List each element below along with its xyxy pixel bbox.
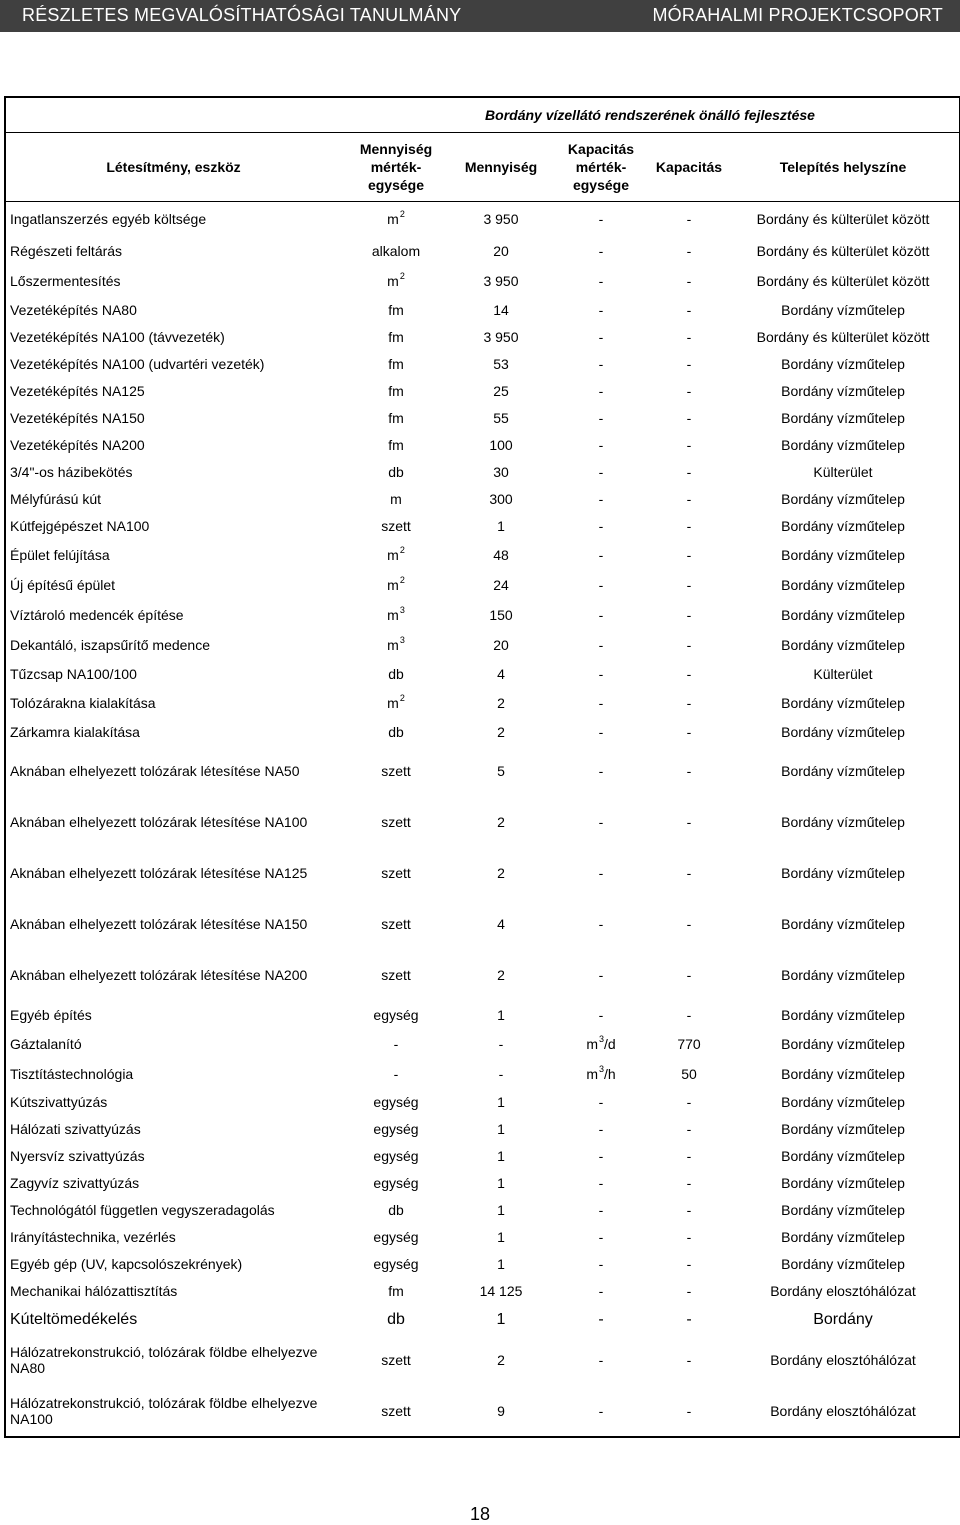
table-row: [5, 600, 960, 630]
cell-qty: 30: [493, 464, 509, 480]
cell-qty-unit: $m^2$: [387, 208, 405, 227]
cell-site: Bordány vízműtelep: [781, 437, 905, 453]
cell-qty-unit: fm: [388, 356, 404, 372]
cell-cap: -: [686, 356, 692, 372]
cell-site: Bordány vízműtelep: [781, 606, 905, 623]
col-header-cap-unit: Kapacitás mérték- egysége: [551, 133, 651, 202]
cell-site: Bordány vízműtelep: [781, 1229, 905, 1245]
cell-site: Bordány vízműtelep: [781, 576, 905, 593]
cell-cap-unit: -: [598, 518, 604, 534]
cell-cap: -: [686, 1175, 692, 1191]
cell-name: Hálózatrekonstrukció, tolózárak földbe elhelyezve NA100: [10, 1394, 318, 1427]
table-row: [5, 797, 960, 848]
cell-name: Aknában elhelyezett tolózárak létesítése NA100: [10, 814, 308, 830]
cell-qty: 2: [497, 694, 505, 711]
cell-cap: -: [686, 865, 692, 881]
cell-cap: -: [686, 723, 692, 740]
table-row: [5, 486, 960, 513]
cell-name: Mélyfúrású kút: [10, 491, 102, 507]
cell-site: Bordány elosztóhálózat: [770, 1402, 916, 1419]
cell-name: Vezetéképítés NA100 (távvezeték): [10, 329, 225, 345]
cell-cap-unit: -: [598, 491, 604, 507]
cell-qty-unit: fm: [388, 410, 404, 426]
page-number: 18: [469, 1504, 491, 1524]
cell-qty: 5: [497, 763, 505, 779]
cell-site: Bordány elosztóhálózat: [770, 1283, 916, 1299]
cell-qty: 20: [493, 636, 509, 653]
cell-qty-unit: db: [387, 1310, 405, 1328]
cell-site: Bordány vízműtelep: [781, 1035, 905, 1052]
cell-cap-unit: -: [598, 1256, 604, 1272]
cell-cap-unit: -: [598, 1094, 604, 1110]
cell-cap: -: [686, 491, 692, 507]
cell-cap-unit: -: [598, 967, 604, 983]
cell-name: Aknában elhelyezett tolózárak létesítése NA50: [10, 763, 300, 779]
table-row: [5, 1197, 960, 1224]
cell-cap: -: [686, 916, 692, 932]
table-row: [5, 746, 960, 797]
cell-qty: 1: [497, 1202, 505, 1218]
cell-site: Bordány vízműtelep: [781, 694, 905, 711]
cell-name: Lőszermentesítés: [10, 273, 121, 289]
cell-qty: 53: [493, 356, 509, 372]
cell-cap-unit: -: [598, 636, 604, 653]
cell-name: Egyéb építés: [10, 1006, 92, 1023]
table-row: [5, 351, 960, 378]
cell-site: Bordány vízműtelep: [781, 356, 905, 372]
cell-qty-unit: szett: [381, 865, 411, 881]
cell-site: Bordány és külterület között: [756, 210, 930, 227]
cell-cap-unit: -: [598, 694, 604, 711]
cell-qty-unit: fm: [388, 437, 404, 453]
cell-cap: -: [686, 464, 692, 480]
table-row: [5, 660, 960, 688]
col-header-qty: Mennyiség: [451, 133, 551, 202]
cell-name: Kúteltömedékelés: [10, 1310, 138, 1328]
cell-site: Bordány vízműtelep: [781, 1175, 905, 1191]
cell-cap-unit: -: [598, 437, 604, 453]
cell-name: Új építésű épület: [10, 576, 116, 593]
cell-cap: -: [686, 410, 692, 426]
cell-cap: -: [686, 1256, 692, 1272]
cell-qty: 25: [493, 383, 509, 399]
cell-qty-unit: egység: [373, 1256, 419, 1272]
cell-name: Régészeti feltárás: [10, 242, 123, 259]
table-row: [5, 266, 960, 297]
cell-name: Mechanikai hálózattisztítás: [10, 1283, 178, 1299]
cell-name: Vezetéképítés NA100 (udvartéri vezeték): [10, 356, 265, 372]
cell-site: Bordány vízműtelep: [781, 410, 905, 426]
cell-name: Víztároló medencék építése: [10, 606, 184, 623]
cell-qty: 2: [497, 1352, 505, 1368]
cell-site: Bordány és külterület között: [756, 329, 930, 345]
cell-cap-unit: -: [598, 329, 604, 345]
cell-cap-unit: -: [598, 242, 604, 259]
table-row: [5, 1335, 960, 1386]
table-row: [5, 570, 960, 600]
cell-site: Bordány vízműtelep: [781, 814, 905, 830]
cell-name: Épület felújítása: [10, 546, 110, 563]
cell-name: Vezetéképítés NA80: [10, 302, 137, 318]
cell-site: Bordány vízműtelep: [781, 491, 905, 507]
cell-cap-unit: -: [598, 723, 604, 740]
cell-cap-unit: -: [598, 1202, 604, 1218]
cell-qty-unit: egység: [373, 1175, 419, 1191]
cell-site: Bordány vízműtelep: [781, 1148, 905, 1164]
cell-name: Tisztítástechnológia: [10, 1065, 134, 1082]
cell-name: Dekantáló, iszapsűrítő medence: [10, 636, 210, 653]
cell-cap-unit: -: [598, 606, 604, 623]
cell-qty-unit: -: [393, 1035, 399, 1052]
cell-site: Bordány vízműtelep: [781, 1202, 905, 1218]
cell-cap-unit: $m^3/h$: [586, 1063, 616, 1082]
cell-cap: -: [686, 665, 692, 682]
cell-qty-unit: m: [390, 491, 402, 507]
cell-site: Bordány és külterület között: [756, 242, 930, 259]
cell-site: Bordány vízműtelep: [781, 636, 905, 653]
header-left-title: RÉSZLETES MEGVALÓSÍTHATÓSÁGI TANULMÁNY: [22, 5, 462, 25]
table-row: [5, 432, 960, 459]
table-row: [5, 324, 960, 351]
table-row: [5, 1224, 960, 1251]
cell-site: Bordány vízműtelep: [781, 302, 905, 318]
cell-qty: 1: [497, 518, 505, 534]
cell-site: Bordány vízműtelep: [781, 723, 905, 740]
cell-name: Aknában elhelyezett tolózárak létesítése NA150: [10, 916, 308, 932]
cell-qty-unit: -: [393, 1065, 399, 1082]
cell-site: Bordány vízműtelep: [781, 967, 905, 983]
cell-site: Külterület: [813, 464, 873, 480]
cell-qty-unit: fm: [388, 383, 404, 399]
cell-site: Bordány vízműtelep: [781, 1256, 905, 1272]
cell-site: Bordány vízműtelep: [781, 546, 905, 563]
cell-cap-unit: -: [598, 273, 604, 289]
cell-qty-unit: fm: [388, 329, 404, 345]
cell-cap-unit: -: [598, 464, 604, 480]
cell-cap: -: [686, 302, 692, 318]
cell-qty: 48: [493, 546, 509, 563]
cell-cap-unit: -: [598, 1175, 604, 1191]
cell-cap: -: [686, 576, 692, 593]
cell-cap: -: [686, 1148, 692, 1164]
cell-cap-unit: -: [598, 210, 604, 227]
cell-cap: -: [686, 1283, 692, 1299]
cell-qty: 1: [497, 1006, 505, 1023]
cell-name: Gáztalanító: [10, 1035, 82, 1052]
table-row: [5, 1143, 960, 1170]
cell-qty-unit: fm: [388, 302, 404, 318]
table-row: [5, 1170, 960, 1197]
cell-qty: 24: [493, 576, 509, 593]
table-row: [5, 202, 960, 236]
table-row: [5, 1386, 960, 1437]
cell-qty-unit: szett: [381, 1402, 411, 1419]
cell-qty-unit: db: [388, 1202, 404, 1218]
cell-qty-unit: $m^2$: [387, 692, 405, 711]
cell-cap-unit: -: [598, 814, 604, 830]
page-header: [0, 0, 960, 32]
cell-qty-unit: db: [388, 464, 404, 480]
cell-name: Tolózárakna kialakítása: [10, 694, 156, 711]
cell-cap-unit: -: [598, 763, 604, 779]
cell-qty-unit: db: [388, 665, 404, 682]
cell-cap: -: [686, 383, 692, 399]
cell-qty-unit: $m^3$: [387, 604, 405, 623]
cell-qty: 55: [493, 410, 509, 426]
cell-qty: 3 950: [483, 273, 519, 289]
cell-name: Vezetéképítés NA200: [10, 437, 145, 453]
cell-site: Bordány vízműtelep: [781, 518, 905, 534]
table-row: [5, 1001, 960, 1029]
cell-cap-unit: -: [598, 1148, 604, 1164]
cell-qty-unit: szett: [381, 814, 411, 830]
cell-name: Vezetéképítés NA150: [10, 410, 145, 426]
table-row: [5, 899, 960, 950]
cell-site: Bordány vízműtelep: [781, 383, 905, 399]
cell-qty-unit: db: [388, 723, 404, 740]
cell-site: Bordány vízműtelep: [781, 763, 905, 779]
cell-qty: 1: [497, 1148, 505, 1164]
cell-name: Technológától független vegyszeradagolás: [10, 1202, 275, 1218]
cell-cap-unit: -: [598, 1352, 604, 1368]
table-row: [5, 630, 960, 660]
cell-cap-unit: -: [598, 1229, 604, 1245]
cell-cap-unit: -: [598, 1006, 604, 1023]
table-row: [5, 378, 960, 405]
cell-cap: -: [686, 329, 692, 345]
cell-name: Aknában elhelyezett tolózárak létesítése NA200: [10, 967, 308, 983]
table-row: [5, 1278, 960, 1305]
cell-name: Hálózatrekonstrukció, tolózárak földbe elhelyezve NA80: [10, 1344, 318, 1376]
cell-site: Bordány elosztóhálózat: [770, 1352, 916, 1368]
table-row: [5, 688, 960, 718]
cell-qty-unit: szett: [381, 1352, 411, 1368]
cell-qty-unit: egység: [373, 1148, 419, 1164]
cell-qty: 9: [497, 1402, 505, 1419]
cell-name: Kútszivattyúzás: [10, 1094, 108, 1110]
table-row: [5, 513, 960, 540]
table-title: Bordány vízellátó rendszerének önálló fejlesztése: [341, 97, 960, 133]
table-row: [5, 718, 960, 746]
cell-cap-unit: -: [598, 1283, 604, 1299]
cell-cap: -: [686, 694, 692, 711]
cell-cap: 770: [677, 1035, 701, 1052]
cell-cap-unit: -: [598, 410, 604, 426]
table-row: [5, 459, 960, 486]
cell-name: Zárkamra kialakítása: [10, 723, 140, 740]
cell-cap: -: [686, 437, 692, 453]
cell-qty-unit: egység: [373, 1006, 419, 1023]
cell-qty: 1: [497, 1175, 505, 1191]
cell-qty: 2: [497, 865, 505, 881]
cell-qty-unit: szett: [381, 518, 411, 534]
col-header-name: Létesítmény, eszköz: [5, 133, 341, 202]
col-header-cap: Kapacitás: [651, 133, 727, 202]
cell-site: Bordány vízműtelep: [781, 1094, 905, 1110]
header-right-title: MÓRAHALMI PROJEKTCSOPORT: [652, 5, 943, 25]
cell-cap: -: [686, 1202, 692, 1218]
cell-qty: 1: [497, 1121, 505, 1137]
cell-name: Zagyvíz szivattyúzás: [10, 1175, 140, 1191]
cell-name: Egyéb gép (UV, kapcsolószekrények): [10, 1256, 243, 1272]
cell-qty-unit: $m^2$: [387, 574, 405, 593]
cell-cap: -: [686, 518, 692, 534]
cell-cap-unit: -: [598, 302, 604, 318]
cell-name: Hálózati szivattyúzás: [10, 1121, 141, 1137]
cell-cap: -: [686, 763, 692, 779]
cell-site: Bordány vízműtelep: [781, 1006, 905, 1023]
cell-qty: 1: [496, 1310, 506, 1328]
cell-cap: -: [686, 1094, 692, 1110]
table-row: [5, 950, 960, 1001]
cell-cap-unit: -: [598, 1402, 604, 1419]
cell-qty: 1: [497, 1229, 505, 1245]
cell-qty-unit: egység: [373, 1121, 419, 1137]
facility-table: [4, 96, 960, 1438]
cell-qty: 14: [493, 302, 509, 318]
table-row: [5, 1089, 960, 1116]
cell-site: Külterület: [813, 665, 873, 682]
cell-cap: -: [686, 1310, 692, 1328]
cell-qty: 4: [497, 665, 505, 682]
cell-name: Ingatlanszerzés egyéb költsége: [10, 210, 207, 227]
cell-name: Kútfejgépészet NA100: [10, 518, 150, 534]
cell-site: Bordány vízműtelep: [781, 1121, 905, 1137]
cell-qty: 1: [497, 1094, 505, 1110]
col-header-site: Telepítés helyszíne: [727, 133, 960, 202]
cell-site: Bordány vízműtelep: [781, 1065, 905, 1082]
cell-cap: -: [686, 242, 692, 259]
table-row: [5, 848, 960, 899]
cell-cap: -: [686, 1229, 692, 1245]
cell-cap-unit: -: [598, 1310, 604, 1328]
cell-qty: -: [498, 1065, 504, 1082]
cell-cap: 50: [681, 1065, 697, 1082]
cell-cap: -: [686, 967, 692, 983]
cell-site: Bordány: [813, 1310, 873, 1328]
cell-qty-unit: szett: [381, 967, 411, 983]
cell-cap-unit: -: [598, 1121, 604, 1137]
cell-cap: -: [686, 1352, 692, 1368]
cell-name: Irányítástechnika, vezérlés: [10, 1229, 176, 1245]
table-row: [5, 1059, 960, 1089]
cell-qty: 100: [489, 437, 513, 453]
cell-cap: -: [686, 606, 692, 623]
cell-cap-unit: -: [598, 865, 604, 881]
cell-cap: -: [686, 636, 692, 653]
cell-qty-unit: alkalom: [371, 242, 421, 259]
cell-cap-unit: $m^3/d$: [586, 1033, 616, 1052]
cell-name: 3/4"-os házibekötés: [10, 464, 133, 480]
cell-qty: 2: [497, 723, 505, 740]
cell-qty-unit: $m^2$: [387, 544, 405, 563]
cell-qty-unit: szett: [381, 916, 411, 932]
table-row: [5, 1251, 960, 1278]
cell-qty-unit: egység: [373, 1229, 419, 1245]
cell-qty: 4: [497, 916, 505, 932]
cell-qty-unit: $m^2$: [387, 271, 405, 289]
cell-qty: 1: [497, 1256, 505, 1272]
cell-qty: 150: [489, 606, 513, 623]
cell-cap: -: [686, 210, 692, 227]
cell-qty: 300: [489, 491, 513, 507]
cell-name: Nyersvíz szivattyúzás: [10, 1148, 145, 1164]
table-row: [5, 1116, 960, 1143]
table-row: [5, 405, 960, 432]
cell-cap: -: [686, 1402, 692, 1419]
cell-qty: 3 950: [483, 210, 519, 227]
cell-cap-unit: -: [598, 576, 604, 593]
cell-qty: 2: [497, 967, 505, 983]
cell-qty: -: [498, 1035, 504, 1052]
cell-cap: -: [686, 1006, 692, 1023]
table-row: [5, 1029, 960, 1059]
cell-qty-unit: szett: [381, 763, 411, 779]
cell-site: Bordány és külterület között: [756, 273, 930, 289]
cell-cap-unit: -: [598, 356, 604, 372]
cell-cap: -: [686, 546, 692, 563]
cell-qty-unit: fm: [388, 1283, 404, 1299]
cell-site: Bordány vízműtelep: [781, 865, 905, 881]
cell-qty: 20: [493, 242, 509, 259]
cell-name: Tűzcsap NA100/100: [10, 665, 137, 682]
cell-cap-unit: -: [598, 383, 604, 399]
cell-cap: -: [686, 1121, 692, 1137]
table-row: [5, 236, 960, 266]
cell-qty: 14 125: [479, 1283, 523, 1299]
cell-qty: 2: [497, 814, 505, 830]
col-header-qty-unit: Mennyiség mérték- egysége: [341, 133, 451, 202]
cell-name: Vezetéképítés NA125: [10, 383, 145, 399]
cell-site: Bordány vízműtelep: [781, 916, 905, 932]
cell-cap: -: [686, 814, 692, 830]
cell-cap-unit: -: [598, 916, 604, 932]
cell-qty-unit: egység: [373, 1094, 419, 1110]
table-row: [5, 540, 960, 570]
table-row: [5, 297, 960, 324]
table-row: [5, 1305, 960, 1335]
cell-qty: 3 950: [483, 329, 519, 345]
cell-cap: -: [686, 273, 692, 289]
cell-cap-unit: -: [598, 546, 604, 563]
cell-name: Aknában elhelyezett tolózárak létesítése NA125: [10, 865, 308, 881]
cell-qty-unit: $m^3$: [387, 634, 405, 653]
cell-cap-unit: -: [598, 665, 604, 682]
